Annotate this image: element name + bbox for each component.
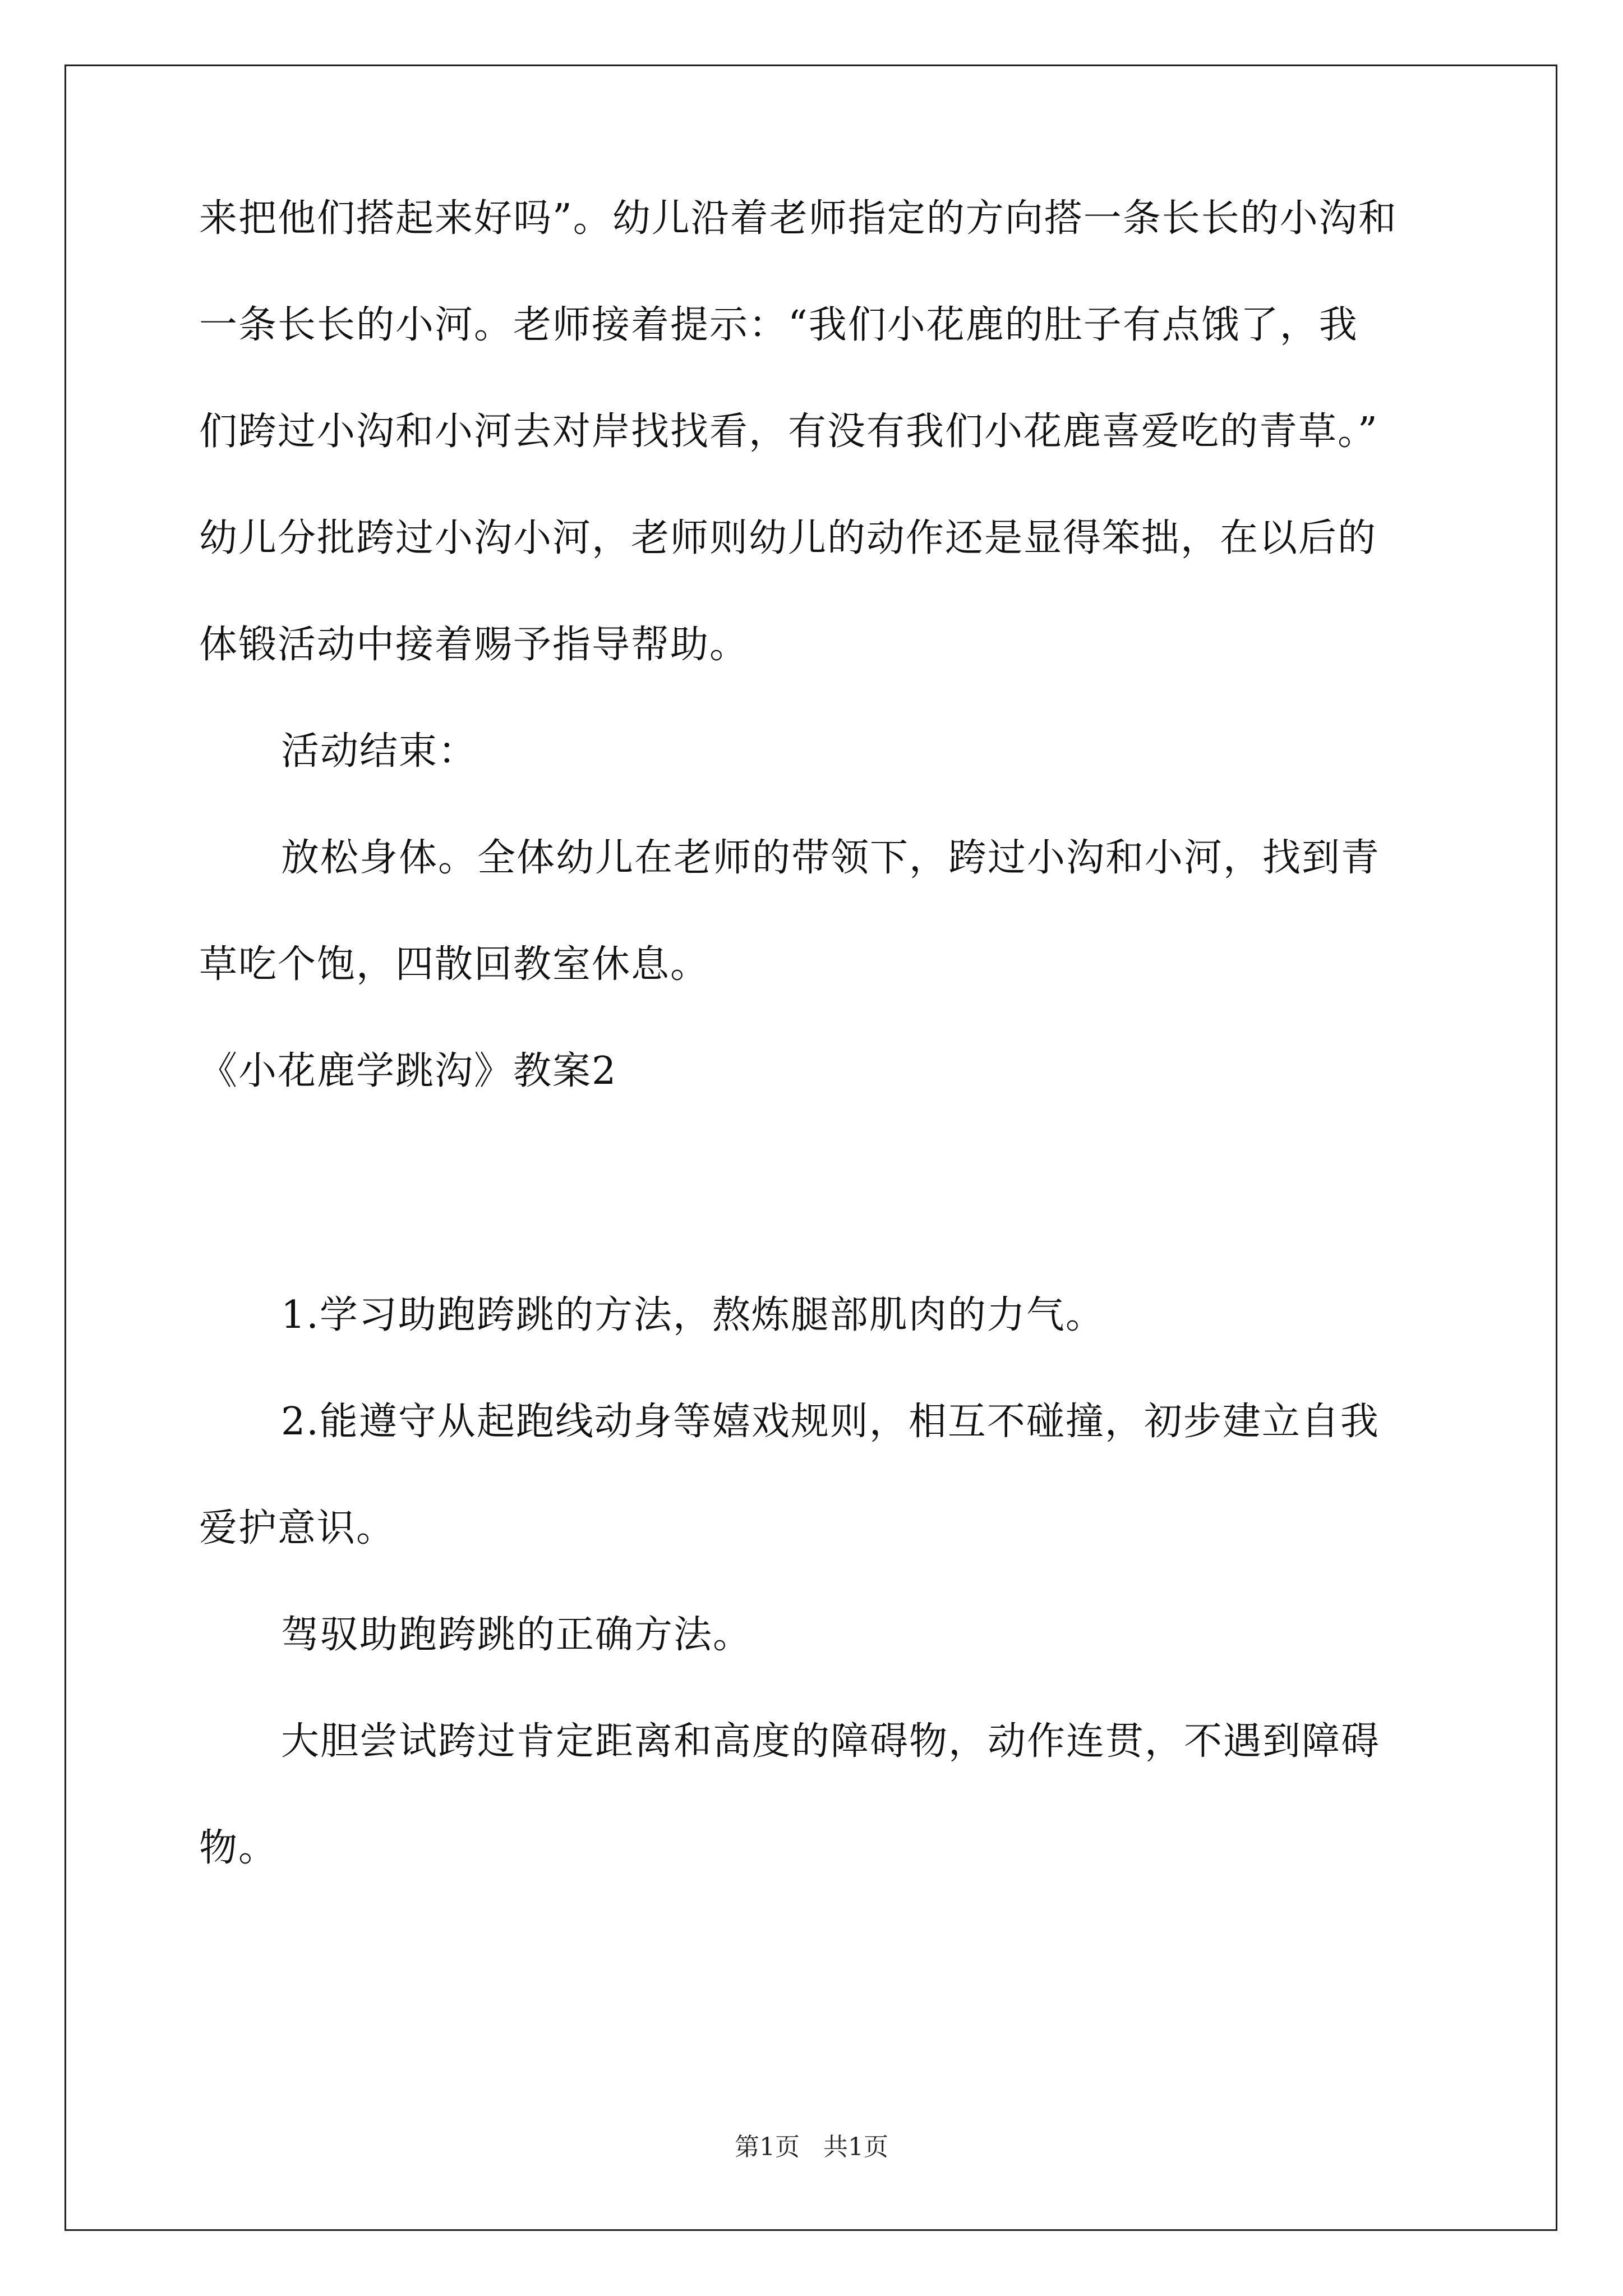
- paragraph-line: 大胆尝试跨过肯定距离和高度的障碍物，动作连贯，不遇到障碍: [281, 1719, 1381, 1764]
- goal-item: 1.学习助跑跨跳的方法，熬炼腿部肌肉的力气。: [281, 1293, 1105, 1337]
- goal-item: 2.能遵守从起跑线动身等嬉戏规则，相互不碰撞，初步建立自我: [281, 1400, 1380, 1444]
- paragraph-line: 幼儿分批跨过小沟小河，老师则幼儿的动作还是显得笨拙，在以后的: [199, 516, 1377, 560]
- paragraph-line: 来把他们搭起来好吗”。幼儿沿着老师指定的方向搭一条长长的小沟和: [199, 196, 1398, 241]
- page-border: [64, 65, 1557, 2231]
- paragraph-line: 物。: [199, 1826, 278, 1870]
- paragraph-line: 驾驭助跑跨跳的正确方法。: [281, 1613, 753, 1657]
- paragraph-line: 草吃个饱，四散回教室休息。: [199, 942, 710, 987]
- paragraph-line: 一条长长的小河。老师接着提示：“我们小花鹿的肚子有点饿了，我: [199, 303, 1358, 347]
- paragraph-line: 爱护意识。: [199, 1506, 396, 1550]
- lesson-title: 《小花鹿学跳沟》教案2: [199, 1049, 617, 1093]
- paragraph-line: 体锻活动中接着赐予指导帮助。: [199, 623, 749, 667]
- page-footer: 第1页 共1页: [735, 2133, 888, 2161]
- paragraph-line: 放松身体。全体幼儿在老师的带领下，跨过小沟和小河，找到青: [281, 836, 1381, 880]
- section-heading: 活动结束：: [281, 729, 478, 774]
- paragraph-line: 们跨过小沟和小河去对岸找找看，有没有我们小花鹿喜爱吃的青草。”: [199, 409, 1378, 454]
